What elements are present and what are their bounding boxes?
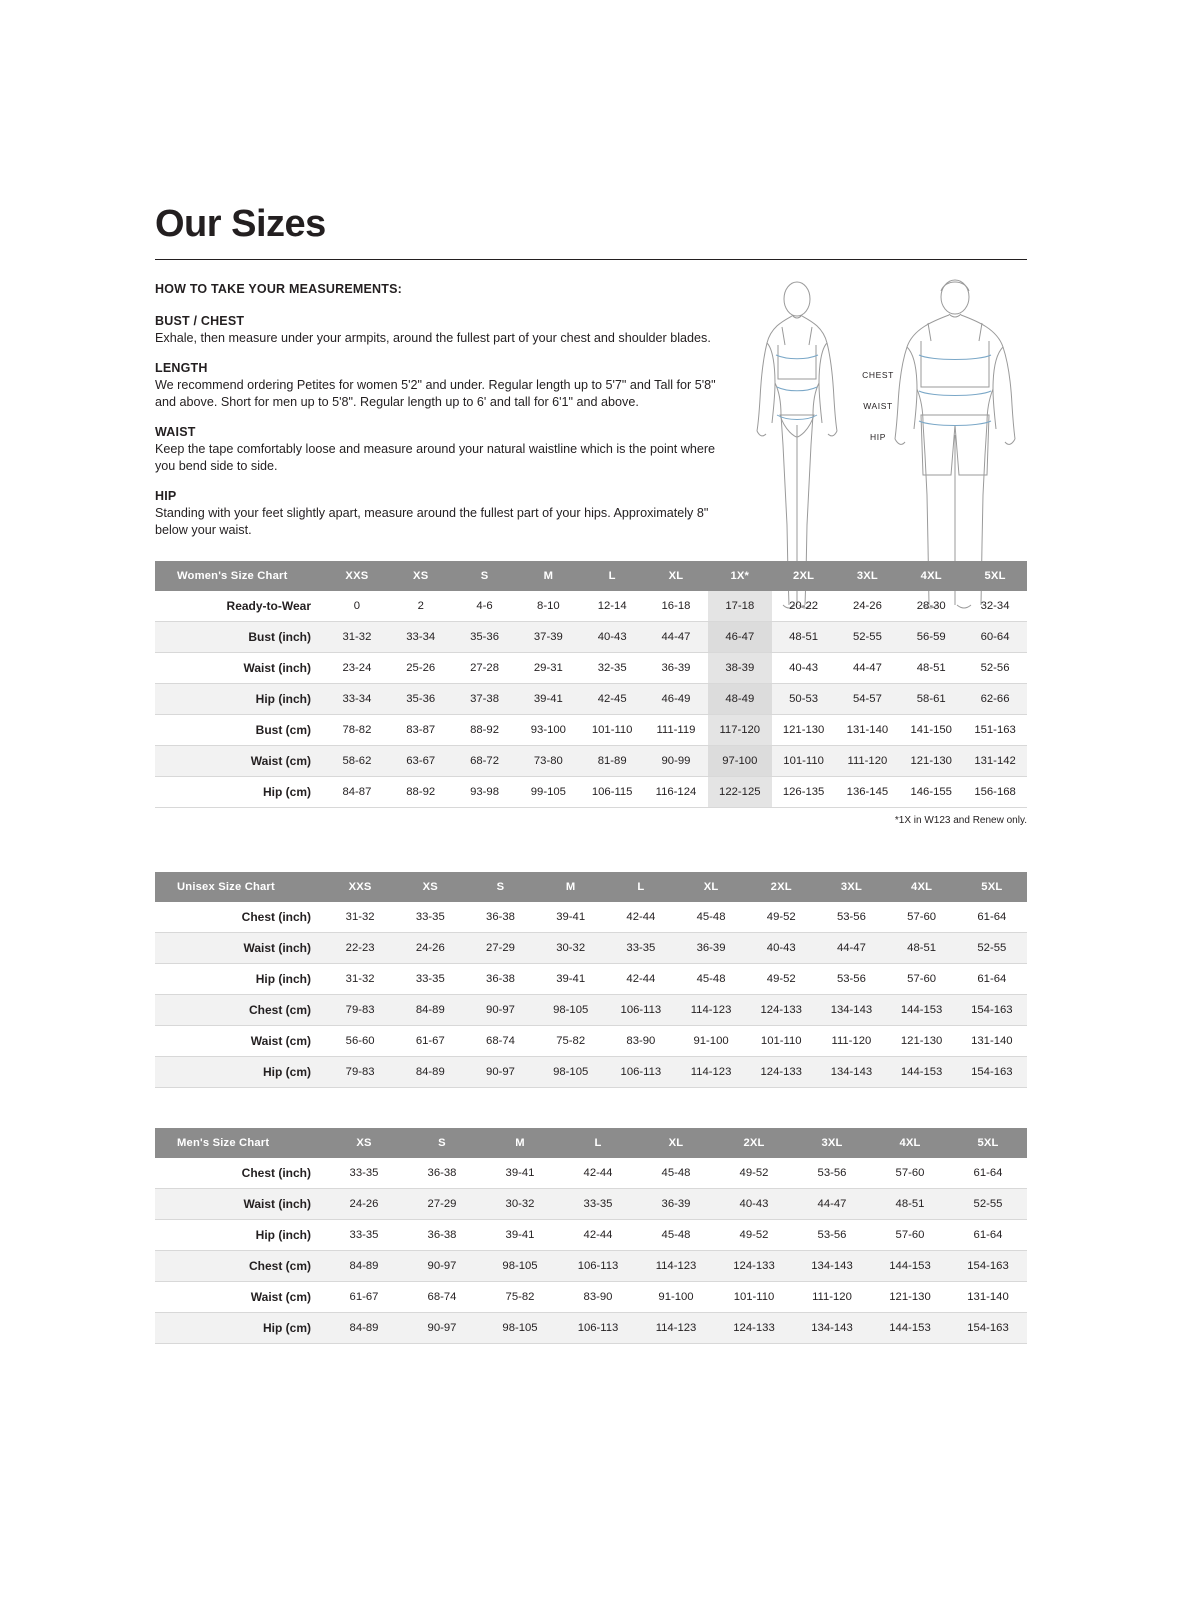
row-label: Hip (cm) [155, 776, 325, 807]
row-label: Chest (cm) [155, 1250, 325, 1281]
table-row [155, 1158, 1027, 1189]
column-header-5xl: 5XL [957, 872, 1027, 902]
table-cell: 33-34 [325, 683, 389, 714]
measure-section-hip [155, 489, 720, 539]
table-cell: 63-67 [389, 745, 453, 776]
column-header-s: S [403, 1128, 481, 1158]
figure-label-hip: HIP [870, 432, 886, 442]
table-cell: 27-29 [403, 1188, 481, 1219]
table-cell: 136-145 [836, 776, 900, 807]
column-header-2xl: 2XL [772, 561, 836, 591]
row-label: Hip (inch) [155, 963, 325, 994]
table-cell: 154-163 [957, 1056, 1027, 1087]
table-cell: 131-140 [949, 1281, 1027, 1312]
table-title-cell: Unisex Size Chart [155, 872, 325, 902]
table-cell: 57-60 [871, 1158, 949, 1189]
table-cell: 36-39 [637, 1188, 715, 1219]
table-cell: 45-48 [637, 1158, 715, 1189]
table-cell: 121-130 [871, 1281, 949, 1312]
table-cell: 56-59 [899, 621, 963, 652]
table-cell: 90-97 [403, 1250, 481, 1281]
table-cell: 144-153 [887, 994, 957, 1025]
table-cell: 84-89 [395, 994, 465, 1025]
table-cell: 36-39 [644, 652, 708, 683]
table-cell: 124-133 [746, 994, 816, 1025]
table-cell: 99-105 [516, 776, 580, 807]
table-row [155, 994, 1027, 1025]
table-cell: 42-44 [559, 1219, 637, 1250]
table-row [155, 902, 1027, 933]
table-cell: 46-49 [644, 683, 708, 714]
table-cell: 91-100 [676, 1025, 746, 1056]
table-row [155, 963, 1027, 994]
table-cell: 54-57 [836, 683, 900, 714]
table-cell: 50-53 [772, 683, 836, 714]
measure-section-body: Keep the tape comfortably loose and measure around your natural waistline which is the point where you bend side to side. [155, 441, 716, 473]
table-cell: 79-83 [325, 1056, 395, 1087]
measure-section-title: WAIST [155, 424, 196, 439]
table-cell: 154-163 [949, 1312, 1027, 1343]
table-cell: 42-45 [580, 683, 644, 714]
column-header-s: S [465, 872, 535, 902]
column-header-xl: XL [637, 1128, 715, 1158]
table-cell: 37-38 [453, 683, 517, 714]
table-cell: 42-44 [559, 1158, 637, 1189]
table-cell: 84-89 [325, 1250, 403, 1281]
table-cell: 131-140 [836, 714, 900, 745]
table-cell: 48-51 [772, 621, 836, 652]
row-label: Hip (cm) [155, 1056, 325, 1087]
table-cell: 44-47 [644, 621, 708, 652]
table-cell: 36-38 [403, 1219, 481, 1250]
table-cell: 134-143 [793, 1250, 871, 1281]
table-cell: 106-113 [606, 994, 676, 1025]
column-header-xs: XS [325, 1128, 403, 1158]
table-cell: 101-110 [715, 1281, 793, 1312]
table-cell: 111-120 [836, 745, 900, 776]
table-cell: 29-31 [516, 652, 580, 683]
page-title: Our Sizes [155, 203, 326, 245]
column-header-4xl: 4XL [887, 872, 957, 902]
table-header-row [155, 561, 1027, 591]
table-cell: 90-97 [403, 1312, 481, 1343]
measure-section-body: Standing with your feet slightly apart, measure around the fullest part of your hips. Approximately 8" below your waist. [155, 505, 709, 537]
column-header-l: L [559, 1128, 637, 1158]
table-cell: 83-87 [389, 714, 453, 745]
measure-section-title: HIP [155, 488, 177, 503]
table-cell: 61-64 [949, 1158, 1027, 1189]
table-cell: 40-43 [715, 1188, 793, 1219]
table-cell: 35-36 [453, 621, 517, 652]
row-label: Hip (cm) [155, 1312, 325, 1343]
table-cell: 36-39 [676, 932, 746, 963]
table-cell: 33-34 [389, 621, 453, 652]
table-cell: 98-105 [536, 1056, 606, 1087]
table-cell: 24-26 [325, 1188, 403, 1219]
column-header-3xl: 3XL [816, 872, 886, 902]
measure-section-body: Exhale, then measure under your armpits, around the fullest part of your chest and shoulder blades. [155, 330, 711, 345]
table-spacer [155, 826, 1027, 872]
measure-section-body: We recommend ordering Petites for women 5'2" and under. Regular length up to 5'7" and Tall for 5'8" and above. Short for men up to 5'8". Regular length up to 6' and tall for 6'1" and above. [155, 377, 716, 409]
table-cell: 97-100 [708, 745, 772, 776]
measure-section-title: BUST / CHEST [155, 313, 245, 328]
table-cell: 117-120 [708, 714, 772, 745]
table-cell: 57-60 [887, 902, 957, 933]
table-cell: 56-60 [325, 1025, 395, 1056]
table-cell: 111-120 [793, 1281, 871, 1312]
table-cell: 134-143 [816, 994, 886, 1025]
table-cell: 58-62 [325, 745, 389, 776]
column-header-2xl: 2XL [746, 872, 816, 902]
table-row [155, 1025, 1027, 1056]
table-cell: 121-130 [899, 745, 963, 776]
table-cell: 134-143 [793, 1312, 871, 1343]
table-cell: 2 [389, 591, 453, 622]
table-cell: 114-123 [637, 1312, 715, 1343]
table-cell: 39-41 [536, 963, 606, 994]
table-cell: 25-26 [389, 652, 453, 683]
table-cell: 40-43 [580, 621, 644, 652]
table-cell: 53-56 [816, 902, 886, 933]
table-cell: 44-47 [816, 932, 886, 963]
table-cell: 49-52 [746, 963, 816, 994]
table-cell: 106-113 [559, 1250, 637, 1281]
table-cell: 42-44 [606, 902, 676, 933]
table-cell: 52-55 [949, 1188, 1027, 1219]
table-title-cell: Women's Size Chart [155, 561, 325, 591]
column-header-m: M [516, 561, 580, 591]
table-cell: 32-34 [963, 591, 1027, 622]
table-cell: 45-48 [676, 963, 746, 994]
table-row [155, 683, 1027, 714]
table-cell: 22-23 [325, 932, 395, 963]
table-cell: 33-35 [606, 932, 676, 963]
column-header-xl: XL [676, 872, 746, 902]
table-row [155, 932, 1027, 963]
table-cell: 124-133 [715, 1250, 793, 1281]
table-row [155, 621, 1027, 652]
main-content [155, 205, 1027, 1344]
table-cell: 24-26 [836, 591, 900, 622]
row-label: Waist (inch) [155, 932, 325, 963]
table-cell: 83-90 [606, 1025, 676, 1056]
table-cell: 17-18 [708, 591, 772, 622]
unisex-size-chart [155, 872, 1027, 1088]
table-cell: 57-60 [871, 1219, 949, 1250]
table-cell: 68-74 [403, 1281, 481, 1312]
table-cell: 68-72 [453, 745, 517, 776]
table-cell: 39-41 [481, 1219, 559, 1250]
table-cell: 111-119 [644, 714, 708, 745]
table-cell: 75-82 [481, 1281, 559, 1312]
column-header-l: L [606, 872, 676, 902]
table-cell: 154-163 [957, 994, 1027, 1025]
table-cell: 39-41 [516, 683, 580, 714]
table-cell: 88-92 [389, 776, 453, 807]
row-label: Waist (inch) [155, 652, 325, 683]
table-cell: 61-67 [395, 1025, 465, 1056]
table-cell: 52-56 [963, 652, 1027, 683]
table-cell: 52-55 [957, 932, 1027, 963]
table-cell: 28-30 [899, 591, 963, 622]
table-cell: 144-153 [887, 1056, 957, 1087]
table-cell: 48-51 [899, 652, 963, 683]
table-cell: 31-32 [325, 902, 395, 933]
row-label: Hip (inch) [155, 683, 325, 714]
table-cell: 44-47 [836, 652, 900, 683]
table-cell: 49-52 [746, 902, 816, 933]
column-header-3xl: 3XL [836, 561, 900, 591]
figure-label-chest: CHEST [862, 370, 894, 380]
table-row [155, 1188, 1027, 1219]
column-header-5xl: 5XL [949, 1128, 1027, 1158]
table-row [155, 776, 1027, 807]
table-cell: 131-140 [957, 1025, 1027, 1056]
table-cell: 134-143 [816, 1056, 886, 1087]
table-cell: 98-105 [481, 1312, 559, 1343]
table-cell: 90-97 [465, 1056, 535, 1087]
table-cell: 114-123 [676, 994, 746, 1025]
table-cell: 68-74 [465, 1025, 535, 1056]
table-row [155, 1250, 1027, 1281]
column-header-xs: XS [395, 872, 465, 902]
table-cell: 78-82 [325, 714, 389, 745]
table-cell: 90-99 [644, 745, 708, 776]
table-cell: 91-100 [637, 1281, 715, 1312]
table-cell: 111-120 [816, 1025, 886, 1056]
table-cell: 151-163 [963, 714, 1027, 745]
table-cell: 36-38 [465, 963, 535, 994]
column-header-3xl: 3XL [793, 1128, 871, 1158]
table-cell: 156-168 [963, 776, 1027, 807]
table-cell: 106-113 [606, 1056, 676, 1087]
table-cell: 16-18 [644, 591, 708, 622]
column-header-s: S [453, 561, 517, 591]
table-row [155, 1219, 1027, 1250]
table-cell: 53-56 [816, 963, 886, 994]
womens-chart-footnote: *1X in W123 and Renew only. [894, 814, 1027, 826]
column-header-xxs: XXS [325, 561, 389, 591]
measure-section-length [155, 361, 720, 411]
column-header-xxs: XXS [325, 872, 395, 902]
table-cell: 30-32 [481, 1188, 559, 1219]
table-cell: 93-100 [516, 714, 580, 745]
table-cell: 45-48 [637, 1219, 715, 1250]
table-cell: 106-113 [559, 1312, 637, 1343]
table-cell: 0 [325, 591, 389, 622]
table-cell: 53-56 [793, 1219, 871, 1250]
table-cell: 48-51 [887, 932, 957, 963]
table-cell: 84-89 [395, 1056, 465, 1087]
table-cell: 114-123 [676, 1056, 746, 1087]
table-cell: 33-35 [395, 963, 465, 994]
table-cell: 144-153 [871, 1250, 949, 1281]
column-header-4xl: 4XL [871, 1128, 949, 1158]
row-label: Ready-to-Wear [155, 591, 325, 622]
table-cell: 73-80 [516, 745, 580, 776]
howto-heading: HOW TO TAKE YOUR MEASUREMENTS: [155, 281, 402, 296]
row-label: Waist (inch) [155, 1188, 325, 1219]
table-cell: 58-61 [899, 683, 963, 714]
table-cell: 40-43 [746, 932, 816, 963]
table-cell: 27-29 [465, 932, 535, 963]
table-cell: 101-110 [580, 714, 644, 745]
row-label: Bust (cm) [155, 714, 325, 745]
column-header-4xl: 4XL [899, 561, 963, 591]
table-cell: 93-98 [453, 776, 517, 807]
row-label: Chest (inch) [155, 1158, 325, 1189]
table-cell: 61-64 [957, 902, 1027, 933]
row-label: Chest (inch) [155, 902, 325, 933]
table-spacer [155, 1088, 1027, 1128]
row-label: Waist (cm) [155, 1025, 325, 1056]
table-cell: 42-44 [606, 963, 676, 994]
row-label: Chest (cm) [155, 994, 325, 1025]
size-tables [155, 561, 1027, 1344]
table-cell: 154-163 [949, 1250, 1027, 1281]
table-cell: 49-52 [715, 1158, 793, 1189]
table-header-row [155, 1128, 1027, 1158]
table-cell: 38-39 [708, 652, 772, 683]
table-row [155, 745, 1027, 776]
table-cell: 53-56 [793, 1158, 871, 1189]
table-cell: 84-87 [325, 776, 389, 807]
table-cell: 33-35 [559, 1188, 637, 1219]
row-label: Bust (inch) [155, 621, 325, 652]
table-cell: 48-51 [871, 1188, 949, 1219]
table-cell: 61-64 [957, 963, 1027, 994]
table-row [155, 1281, 1027, 1312]
table-row [155, 591, 1027, 622]
table-cell: 98-105 [481, 1250, 559, 1281]
column-header-m: M [536, 872, 606, 902]
table-row [155, 1056, 1027, 1087]
table-cell: 88-92 [453, 714, 517, 745]
column-header-2xl: 2XL [715, 1128, 793, 1158]
table-cell: 81-89 [580, 745, 644, 776]
table-cell: 61-64 [949, 1219, 1027, 1250]
row-label: Hip (inch) [155, 1219, 325, 1250]
table-cell: 35-36 [389, 683, 453, 714]
table-cell: 61-67 [325, 1281, 403, 1312]
column-header-xs: XS [389, 561, 453, 591]
measure-section-waist [155, 425, 720, 475]
table-cell: 116-124 [644, 776, 708, 807]
table-cell: 23-24 [325, 652, 389, 683]
column-header-5xl: 5XL [963, 561, 1027, 591]
table-cell: 114-123 [637, 1250, 715, 1281]
table-cell: 39-41 [481, 1158, 559, 1189]
table-cell: 49-52 [715, 1219, 793, 1250]
table-cell: 40-43 [772, 652, 836, 683]
table-cell: 121-130 [772, 714, 836, 745]
column-header-m: M [481, 1128, 559, 1158]
title-divider [155, 259, 1027, 260]
table-cell: 79-83 [325, 994, 395, 1025]
table-cell: 24-26 [395, 932, 465, 963]
table-cell: 124-133 [746, 1056, 816, 1087]
table-cell: 27-28 [453, 652, 517, 683]
table-cell: 39-41 [536, 902, 606, 933]
table-cell: 62-66 [963, 683, 1027, 714]
table-cell: 52-55 [836, 621, 900, 652]
column-header-l: L [580, 561, 644, 591]
table-cell: 75-82 [536, 1025, 606, 1056]
table-cell: 30-32 [536, 932, 606, 963]
table-row [155, 714, 1027, 745]
table-cell: 90-97 [465, 994, 535, 1025]
measure-section-title: LENGTH [155, 360, 208, 375]
table-cell: 36-38 [403, 1158, 481, 1189]
table-cell: 60-64 [963, 621, 1027, 652]
table-cell: 57-60 [887, 963, 957, 994]
table-cell: 46-47 [708, 621, 772, 652]
table-cell: 83-90 [559, 1281, 637, 1312]
row-label: Waist (cm) [155, 745, 325, 776]
table-cell: 98-105 [536, 994, 606, 1025]
table-cell: 44-47 [793, 1188, 871, 1219]
table-cell: 45-48 [676, 902, 746, 933]
table-cell: 20-22 [772, 591, 836, 622]
row-label: Waist (cm) [155, 1281, 325, 1312]
mens-size-chart [155, 1128, 1027, 1344]
table-title-cell: Men's Size Chart [155, 1128, 325, 1158]
table-cell: 131-142 [963, 745, 1027, 776]
table-cell: 48-49 [708, 683, 772, 714]
column-header-xl: XL [644, 561, 708, 591]
table-cell: 84-89 [325, 1312, 403, 1343]
table-cell: 126-135 [772, 776, 836, 807]
table-cell: 4-6 [453, 591, 517, 622]
table-cell: 37-39 [516, 621, 580, 652]
table-cell: 124-133 [715, 1312, 793, 1343]
table-cell: 101-110 [772, 745, 836, 776]
table-cell: 32-35 [580, 652, 644, 683]
table-cell: 122-125 [708, 776, 772, 807]
table-cell: 12-14 [580, 591, 644, 622]
table-cell: 36-38 [465, 902, 535, 933]
measure-section-bust-chest [155, 314, 720, 347]
table-row [155, 652, 1027, 683]
table-cell: 141-150 [899, 714, 963, 745]
womens-size-chart [155, 561, 1027, 808]
table-cell: 33-35 [325, 1158, 403, 1189]
figure-label-waist: WAIST [863, 401, 893, 411]
table-cell: 31-32 [325, 621, 389, 652]
table-cell: 146-155 [899, 776, 963, 807]
table-cell: 106-115 [580, 776, 644, 807]
column-header-1x-: 1X* [708, 561, 772, 591]
table-cell: 121-130 [887, 1025, 957, 1056]
table-cell: 31-32 [325, 963, 395, 994]
table-cell: 33-35 [395, 902, 465, 933]
table-row [155, 1312, 1027, 1343]
table-cell: 8-10 [516, 591, 580, 622]
table-header-row [155, 872, 1027, 902]
table-cell: 144-153 [871, 1312, 949, 1343]
table-cell: 33-35 [325, 1219, 403, 1250]
table-cell: 101-110 [746, 1025, 816, 1056]
